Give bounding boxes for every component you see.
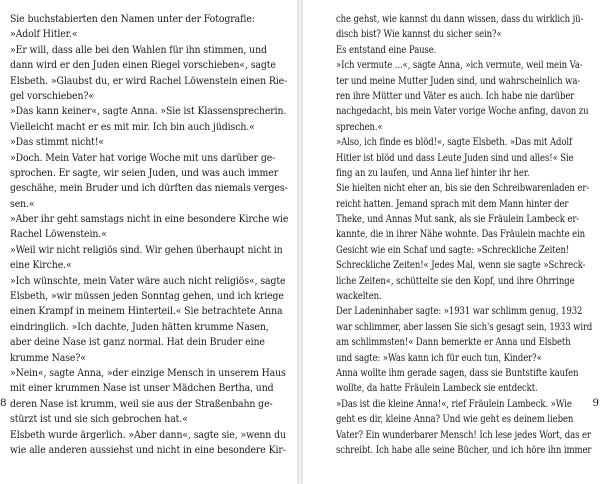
text-line: wie alle anderen aussiehst und nicht in eine besondere Kir- xyxy=(10,443,286,456)
text-line: Es entstand eine Pause. xyxy=(336,43,437,56)
text-line: Gesicht wie ein Schaf und sagte: »Schreckliche Zeiten! xyxy=(336,243,570,256)
text-line: Vielleicht macht er es mit mir. Ich bin auch jüdisch.« xyxy=(10,120,255,133)
text-line: Hitler ist blöd und dass Leute Juden sind und alles!« Sie xyxy=(336,151,574,164)
text-line: liche Zeiten«, schüttelte sie den Kopf, und ihre Ohrringe xyxy=(336,274,575,287)
text-line: Theke, und Annas Mut sank, als sie Fräulein Lambeck er- xyxy=(336,213,580,226)
text-line: »Aber ihr geht samstags nicht in eine besondere Kirche wie xyxy=(10,213,289,226)
text-line: einen Krampf in meinem Hinterteil.« Sie betrachtete Anna xyxy=(10,305,283,318)
text-line: »Ich vermute ...«, sagte Anna, »ich vermute, weil mein Va- xyxy=(336,59,583,72)
text-line: und sagte: »Was kann ich für euch tun, Kinder?« xyxy=(336,351,542,364)
text-line: »Also, ich finde es blöd!«, sagte Elsbeth. »Das mit Adolf xyxy=(336,136,573,149)
text-line: disch bist? Wie kannst du sicher sein?« xyxy=(336,28,502,41)
text-line: Sie buchstabierten den Namen unter der Fotografie: xyxy=(10,13,255,25)
text-line: ren ihre Mütter und Väter es auch. Ich habe nie darüber xyxy=(336,89,575,102)
text-line: geht es dir, kleine Anna? Und wie geht es deinem lieben xyxy=(336,413,574,426)
text-line: reicht hatten. Jemand sprach mit dem Mann hinter der xyxy=(336,197,569,210)
text-line: gel vorschieben?« xyxy=(10,89,94,102)
text-line: sprechen.« xyxy=(336,120,383,133)
text-line: Elsbeth. »Glaubst du, er wird Rachel Löwenstein einen Rie- xyxy=(10,74,288,87)
text-line: war schlimmer, aber lassen Sie sich's gesagt sein, 1933 wird xyxy=(336,320,593,333)
text-line: »Er will, dass alle bei den Wahlen für ihn stimmen, und xyxy=(10,43,267,56)
text-line: »Ich wünschte, mein Vater wäre auch nicht religiös«, sagte xyxy=(10,274,286,287)
text-line: ter und meine Mutter Juden sind, und wahrscheinlich wa- xyxy=(336,74,581,87)
text-line: »Nein«, sagte Anna, »der einzige Mensch in unserem Haus xyxy=(10,366,286,379)
text-line: »Das stimmt nicht!« xyxy=(10,136,105,149)
text-line: »Adolf Hitler.« xyxy=(10,28,78,41)
text-line: sprochen. Er sagte, wir seien Juden, und was auch immer xyxy=(10,166,279,179)
left-page xyxy=(0,0,297,484)
left-page-text xyxy=(10,12,297,458)
text-line: Der Ladeninhaber sagte: »1931 war schlimm genug, 1932 xyxy=(336,305,583,318)
text-line: »Das ist die kleine Anna!«, rief Fräulein Lambeck. »Wie xyxy=(336,397,572,410)
text-line: Anna wollte ihm gerade sagen, dass sie Buntstifte kaufen xyxy=(336,366,579,379)
right-page-text xyxy=(336,12,600,458)
text-line: stürzt ist und sie sich gebrochen hat.« xyxy=(10,413,188,426)
right-page xyxy=(303,0,600,484)
right-page-number: 9 xyxy=(592,397,599,409)
text-line: »Weil wir nicht religiös sind. Wir gehen überhaupt nicht in xyxy=(10,243,283,256)
text-line: sen.« xyxy=(10,197,35,210)
text-line: wackelten. xyxy=(336,290,382,303)
text-line: wollte, da hatte Fräulein Lambeck sie entdeckt. xyxy=(336,382,538,395)
left-page-number: 8 xyxy=(0,397,7,409)
text-line: krumme Nase?« xyxy=(10,351,86,364)
text-line: eindringlich. »Ich dachte, Juden hätten krumme Nasen, xyxy=(10,320,269,333)
text-line: »Doch. Mein Vater hat vorige Woche mit uns darüber ge- xyxy=(10,151,276,164)
text-line: Sie hielten nicht eher an, bis sie den Schreibwarenladen er- xyxy=(336,182,590,195)
text-line: fing an zu laufen, und Anna lief hinter ihr her. xyxy=(336,166,530,179)
text-line: »Das kann keiner«, sagte Anna. »Sie ist Klassensprecherin. xyxy=(10,105,287,118)
text-line: am schlimmsten!« Dann bemerkte er Anna und Elsbeth xyxy=(336,336,571,349)
text-line: nachgedacht, bis mein Vater vorige Woche anfing, davon zu xyxy=(336,105,589,118)
text-line: Elsbeth wurde ärgerlich. »Aber dann«, sagte sie, »wenn du xyxy=(10,428,286,441)
text-line: aber deine Nase ist ganz normal. Hat dein Bruder eine xyxy=(10,336,265,349)
text-line: Rachel Löwenstein.« xyxy=(10,228,107,241)
text-line: dann wird er den Juden einen Riegel vorschieben«, sagte xyxy=(10,59,276,72)
text-line: schreibt. Ich habe alle seine Bücher, und ich höre ihn immer xyxy=(336,443,592,456)
text-line: eine Kirche.« xyxy=(10,259,72,272)
text-line: Vater? Ein wunderbarer Mensch! Ich lese jedes Wort, das er xyxy=(336,428,591,441)
text-line: deren Nase ist krumm, weil sie aus der Straßenbahn ge- xyxy=(10,397,273,410)
text-line: geschähe, mein Bruder und ich dürften das niemals verges- xyxy=(10,182,288,195)
text-line: Schreckliche Zeiten!« Jedes Mal, wenn sie sagte »Schreck- xyxy=(336,259,586,272)
text-line: kannte, die in ihrer Nähe wohnte. Das Fräulein machte ein xyxy=(336,228,586,241)
text-line: Elsbeth, »wir müssen jeden Sonntag gehen, und ich kriege xyxy=(10,290,284,303)
text-line: che gehst, wie kannst du dann wissen, dass du wirklich jü- xyxy=(336,13,584,25)
text-line: mit einer krummen Nase ist unser Mädchen Bertha, und xyxy=(10,382,274,395)
